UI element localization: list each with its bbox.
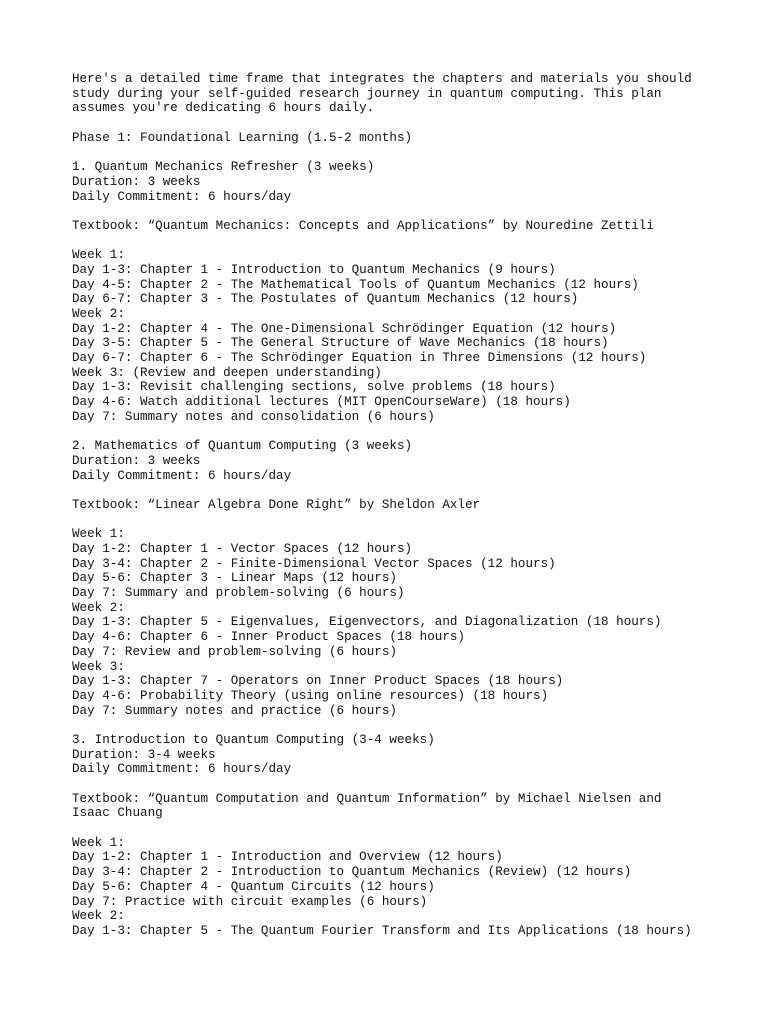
text-line: Day 1-3: Chapter 7 - Operators on Inner Product Spaces (18 hours) <box>72 674 564 689</box>
text-line: Day 5-6: Chapter 4 - Quantum Circuits (12 hours) <box>72 879 435 894</box>
text-line: Day 7: Review and problem-solving (6 hours) <box>72 644 397 659</box>
text-line: Day 7: Summary and problem-solving (6 hours) <box>72 586 405 601</box>
text-line: Day 6-7: Chapter 3 - The Postulates of Quantum Mechanics (12 hours) <box>72 292 579 307</box>
text-line: Day 1-2: Chapter 4 - The One-Dimensional Schrödinger Equation (12 hours) <box>72 321 617 336</box>
text-line: Day 4-6: Probability Theory (using online resources) (18 hours) <box>72 688 549 703</box>
text-line: Week 1: <box>72 248 125 263</box>
text-line: Week 1: <box>72 835 125 850</box>
text-line: Daily Commitment: 6 hours/day <box>72 468 292 483</box>
paragraph-gap <box>72 116 712 131</box>
text-line: Day 3-4: Chapter 2 - Finite-Dimensional Vector Spaces (12 hours) <box>72 556 556 571</box>
paragraph-gap <box>72 821 712 836</box>
text-line: Week 3: <box>72 659 125 674</box>
text-line: Day 1-3: Chapter 5 - Eigenvalues, Eigenvectors, and Diagonalization (18 hours) <box>72 615 662 630</box>
text-line: Isaac Chuang <box>72 806 163 821</box>
text-line: Duration: 3 weeks <box>72 174 201 189</box>
paragraph <box>72 836 712 939</box>
text-line: Day 1-3: Chapter 5 - The Quantum Fourier Transform and Its Applications (18 hours) <box>72 923 692 938</box>
text-line: Daily Commitment: 6 hours/day <box>72 189 292 204</box>
text-line: Day 3-5: Chapter 5 - The General Structure of Wave Mechanics (18 hours) <box>72 336 609 351</box>
text-line: Day 1-3: Chapter 1 - Introduction to Quantum Mechanics (9 hours) <box>72 262 556 277</box>
text-line: Duration: 3 weeks <box>72 453 201 468</box>
paragraph <box>72 219 712 234</box>
paragraph-gap <box>72 513 712 528</box>
paragraph-gap <box>72 718 712 733</box>
paragraph <box>72 72 712 116</box>
text-line: Day 6-7: Chapter 6 - The Schrödinger Equation in Three Dimensions (12 hours) <box>72 351 647 366</box>
text-line: Textbook: “Linear Algebra Done Right” by Sheldon Axler <box>72 497 481 512</box>
paragraph-gap <box>72 425 712 440</box>
text-line: Day 4-6: Chapter 6 - Inner Product Spaces (18 hours) <box>72 630 465 645</box>
text-line: Day 3-4: Chapter 2 - Introduction to Quantum Mechanics (Review) (12 hours) <box>72 865 632 880</box>
text-line: Daily Commitment: 6 hours/day <box>72 762 292 777</box>
paragraph <box>72 439 712 483</box>
text-line: 3. Introduction to Quantum Computing (3-4 weeks) <box>72 732 435 747</box>
text-line: Week 2: <box>72 600 125 615</box>
paragraph <box>72 792 712 821</box>
text-line: Week 2: <box>72 307 125 321</box>
text-line: 2. Mathematics of Quantum Computing (3 weeks) <box>72 439 413 454</box>
text-line: Textbook: “Quantum Computation and Quantum Information” by Michael Nielsen and <box>72 791 662 806</box>
paragraph-gap <box>72 483 712 498</box>
text-line: Day 5-6: Chapter 3 - Linear Maps (12 hours) <box>72 571 397 586</box>
text-line: Day 1-2: Chapter 1 - Vector Spaces (12 hours) <box>72 542 413 556</box>
text-line: Duration: 3-4 weeks <box>72 747 216 762</box>
paragraph <box>72 498 712 513</box>
text-line: Day 1-2: Chapter 1 - Introduction and Overview (12 hours) <box>72 850 503 865</box>
text-line: Phase 1: Foundational Learning (1.5-2 months) <box>72 130 413 145</box>
text-line: Day 7: Summary notes and consolidation (6 hours) <box>72 409 435 424</box>
text-line: study during your self-guided research journey in quantum computing. This plan <box>72 86 662 101</box>
paragraph-gap <box>72 145 712 160</box>
paragraph-gap <box>72 234 712 249</box>
text-line: Day 7: Practice with circuit examples (6 hours) <box>72 894 428 909</box>
text-line: Week 3: (Review and deepen understanding) <box>72 365 382 380</box>
paragraph <box>72 248 712 424</box>
paragraph <box>72 131 712 146</box>
text-line: Week 2: <box>72 909 125 924</box>
paragraph <box>72 160 712 204</box>
text-line: assumes you're dedicating 6 hours daily. <box>72 101 375 116</box>
text-line: Textbook: “Quantum Mechanics: Concepts and Applications” by Nouredine Zettili <box>72 218 654 233</box>
text-line: Week 1: <box>72 527 125 542</box>
document-body <box>72 72 712 939</box>
text-line: 1. Quantum Mechanics Refresher (3 weeks) <box>72 160 375 175</box>
text-line: Here's a detailed time frame that integrates the chapters and materials you should <box>72 72 692 86</box>
paragraph <box>72 733 712 777</box>
paragraph <box>72 527 712 718</box>
paragraph-gap <box>72 204 712 219</box>
text-line: Day 7: Summary notes and practice (6 hours) <box>72 703 397 718</box>
paragraph-gap <box>72 777 712 792</box>
text-line: Day 4-5: Chapter 2 - The Mathematical Tools of Quantum Mechanics (12 hours) <box>72 277 639 292</box>
text-line: Day 4-6: Watch additional lectures (MIT OpenCourseWare) (18 hours) <box>72 395 571 410</box>
text-line: Day 1-3: Revisit challenging sections, solve problems (18 hours) <box>72 380 556 395</box>
